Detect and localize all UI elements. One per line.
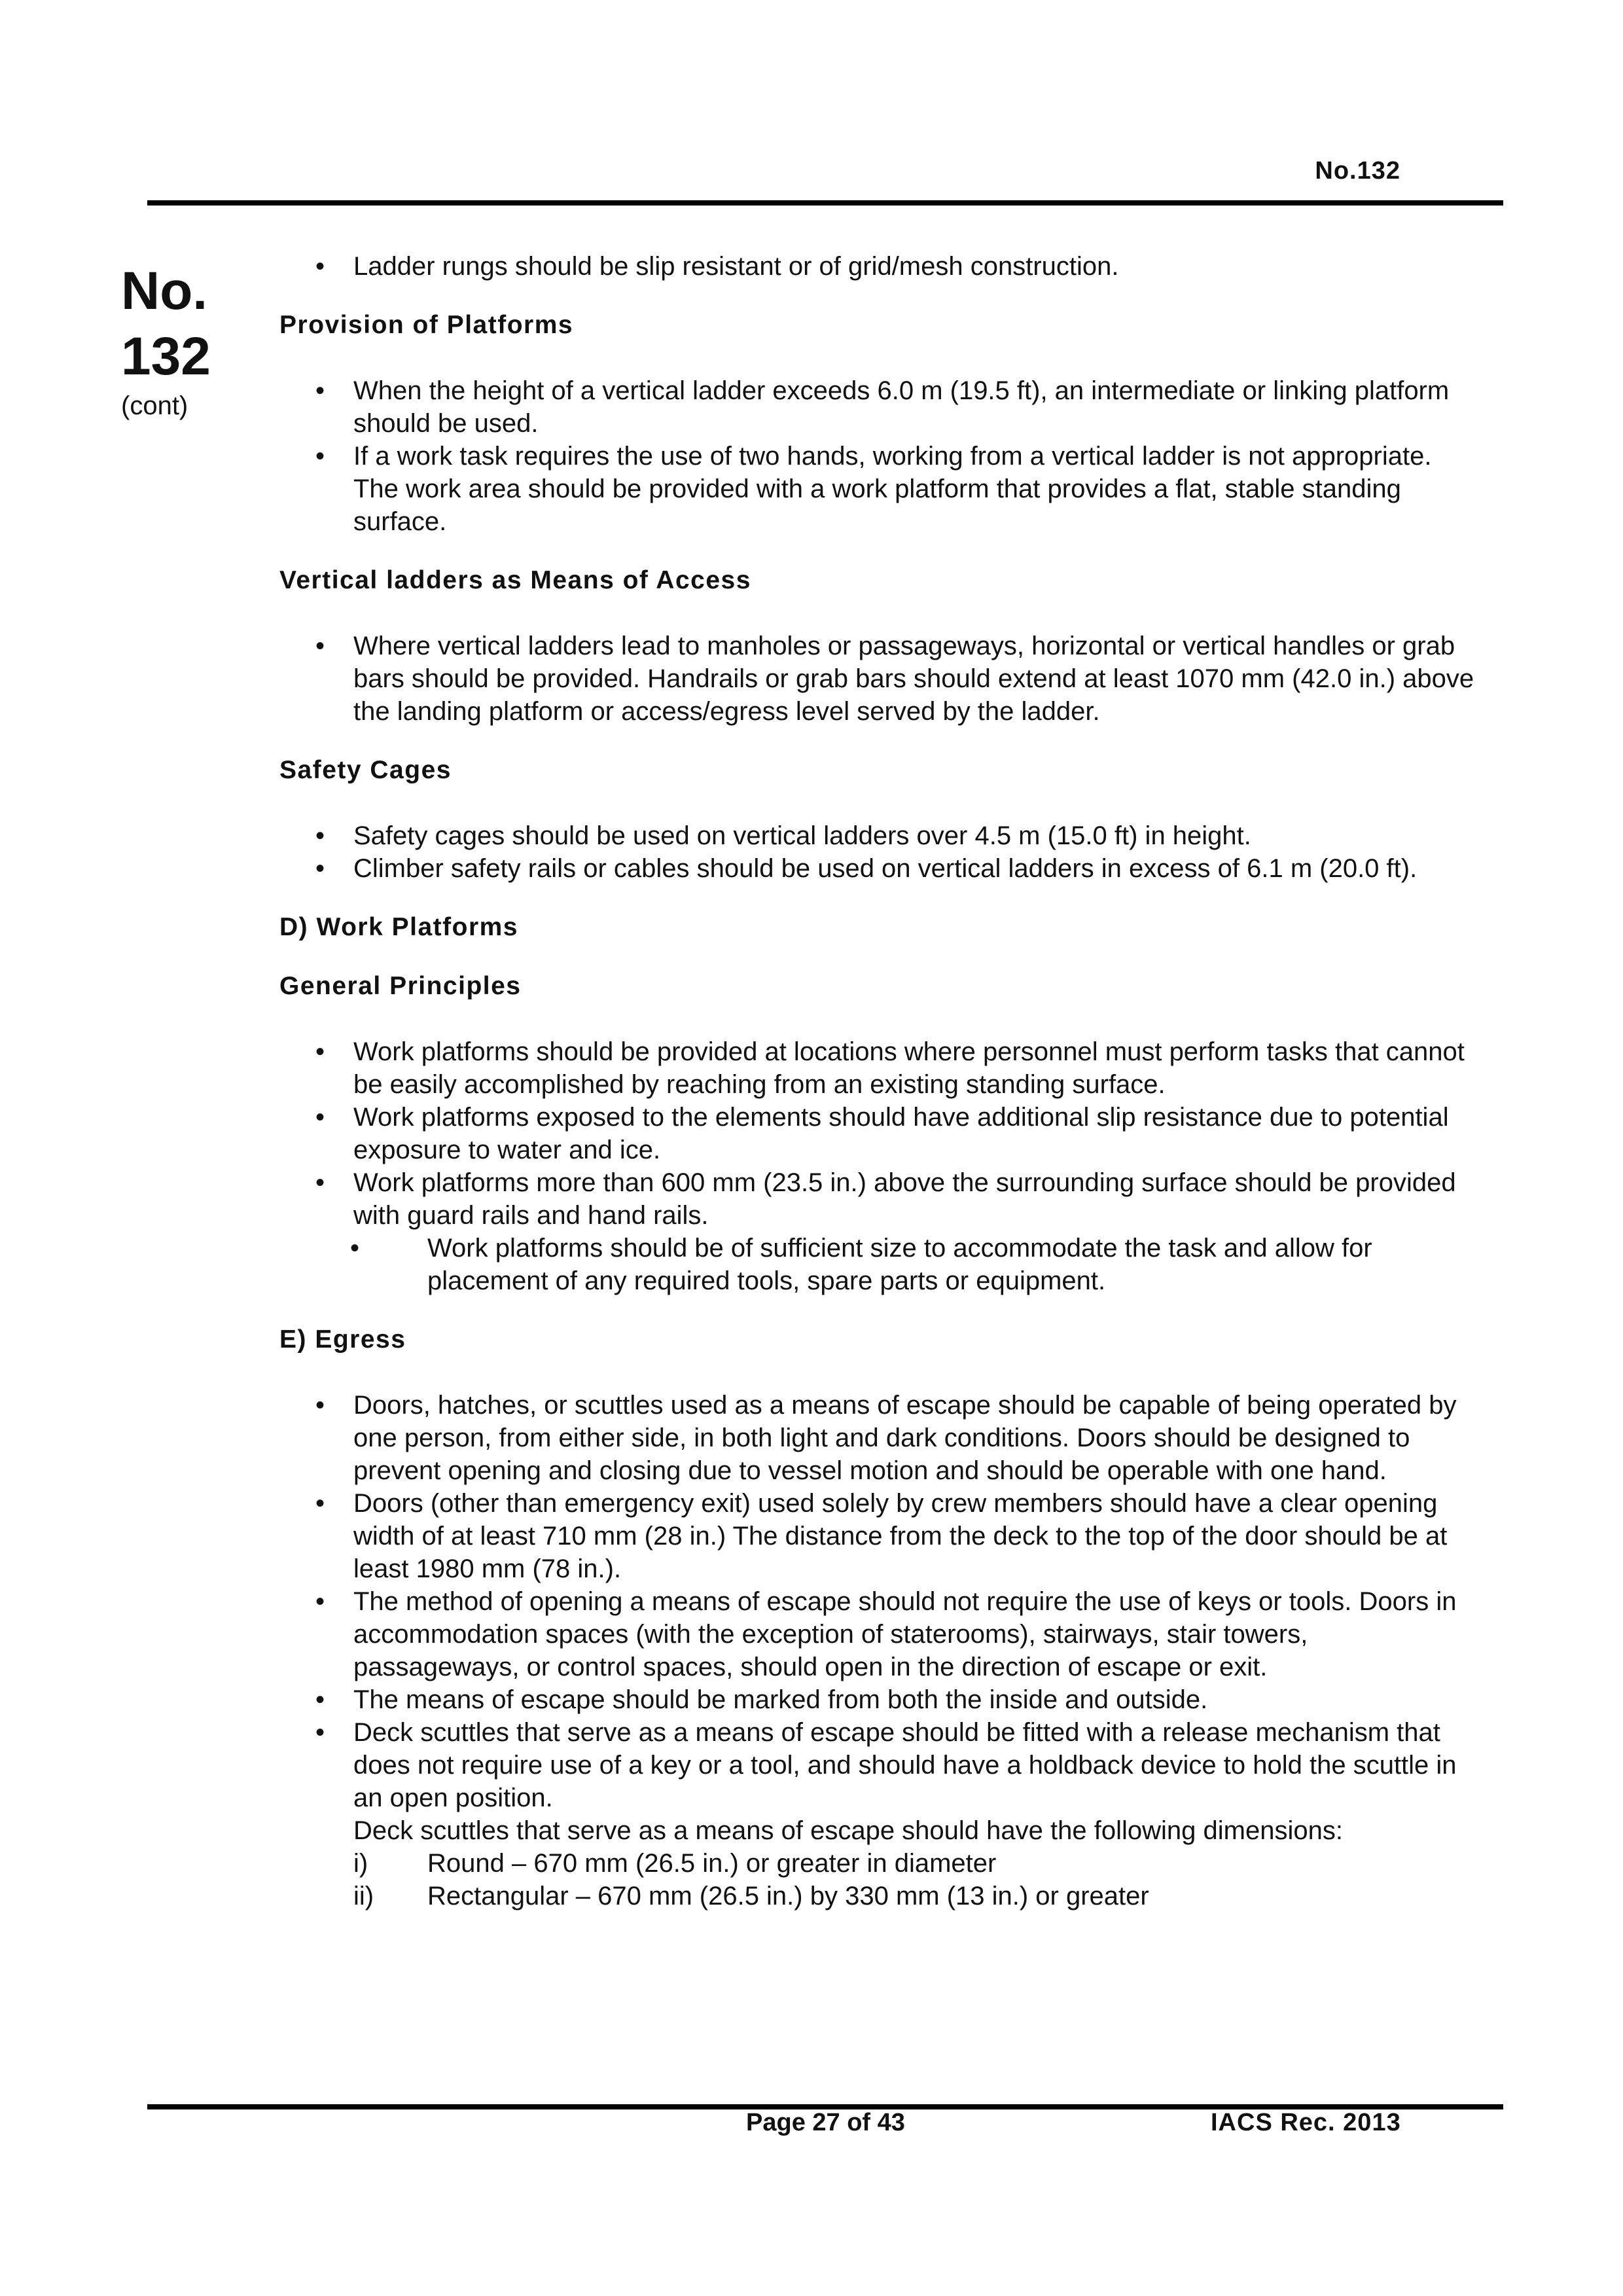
list-item: • The means of escape should be marked from both the inside and outside. <box>279 1683 1477 1716</box>
footer-org: IACS Rec. 2013 <box>1211 2109 1401 2136</box>
list-item: • Deck scuttles that serve as a means of escape should be fitted with a release mechanism that does not require use of a key or a tool, and should have a holdback device to hold the scuttle in an open position. <box>279 1716 1477 1814</box>
section-heading-egress: E) Egress <box>279 1325 406 1354</box>
roman-numeral: ii) <box>353 1882 374 1910</box>
side-label-cont: (cont) <box>121 391 188 420</box>
bullet-icon: • <box>315 1489 325 1518</box>
bullet-icon: • <box>315 1685 325 1714</box>
provision-list <box>279 374 1477 538</box>
list-item: • Work platforms should be provided at locations where personnel must perform tasks that cannot be easily accomplished by reaching from an existing standing surface. <box>279 1035 1477 1101</box>
footer-page-number: Page 27 of 43 <box>746 2109 905 2136</box>
list-item: • Safety cages should be used on vertical ladders over 4.5 m (15.0 ft) in height. <box>279 819 1477 852</box>
list-item: • When the height of a vertical ladder exceeds 6.0 m (19.5 ft), an intermediate or linking platform should be used. <box>279 374 1477 440</box>
list-item: • Work platforms more than 600 mm (23.5 in.) above the surrounding surface should be provided with guard rails and hand rails. <box>279 1166 1477 1232</box>
roman-numeral: i) <box>353 1849 368 1878</box>
header-rule <box>147 200 1503 206</box>
bullet-icon: • <box>315 252 325 281</box>
general-list <box>279 1035 1477 1297</box>
list-item: • Where vertical ladders lead to manholes or passageways, horizontal or vertical handles or grab bars should be provided. Handrails or grab bars should extend at least 1070 mm (42.0 in.) above the landing platform or access/egress level served by the ladder. <box>279 630 1477 728</box>
document-body <box>279 250 1477 1912</box>
bullet-icon: • <box>315 1587 325 1616</box>
bullet-icon: • <box>315 632 325 660</box>
cages-list <box>279 819 1477 885</box>
section-heading-work-platforms: D) Work Platforms <box>279 913 518 941</box>
bullet-icon: • <box>315 854 325 883</box>
list-item: • Doors, hatches, or scuttles used as a means of escape should be capable of being operated by one person, from either side, in both light and dark conditions. Doors should be designed to prevent opening and closing due to vessel motion and should be operable with one hand. <box>279 1389 1477 1487</box>
bullet-icon: • <box>315 1103 325 1132</box>
side-label-no: No. <box>121 261 208 321</box>
section-heading-vertical: Vertical ladders as Means of Access <box>279 566 751 594</box>
list-item: • Climber safety rails or cables should be used on vertical ladders in excess of 6.1 m (20.0 ft). <box>279 852 1477 885</box>
intro-list <box>279 250 1477 283</box>
header-doc-number: No.132 <box>1315 157 1400 185</box>
list-item: • If a work task requires the use of two hands, working from a vertical ladder is not appropriate. The work area should be provided with a work platform that provides a flat, stable standing surface. <box>279 440 1477 538</box>
egress-continuation: Deck scuttles that serve as a means of escape should have the following dimensions: <box>353 1816 1343 1845</box>
bullet-icon: • <box>315 1168 325 1197</box>
roman-list-item: ii) Rectangular – 670 mm (26.5 in.) by 330 mm (13 in.) or greater <box>279 1880 1477 1912</box>
list-item: • Doors (other than emergency exit) used solely by crew members should have a clear opening width of at least 710 mm (28 in.) The distance from the deck to the top of the door should be at least 1980 mm (78 in.). <box>279 1487 1477 1585</box>
bullet-icon: • <box>315 1391 325 1420</box>
section-heading-provision: Provision of Platforms <box>279 311 574 339</box>
sub-list-item: • Work platforms should be of sufficient size to accommodate the task and allow for placement of any required tools, spare parts or equipment. <box>279 1232 1477 1297</box>
list-item: • Ladder rungs should be slip resistant or of grid/mesh construction. <box>279 250 1477 283</box>
bullet-icon: • <box>315 1718 325 1747</box>
section-heading-cages: Safety Cages <box>279 756 452 784</box>
bullet-icon: • <box>315 1037 325 1066</box>
side-label-number: 132 <box>121 327 211 386</box>
list-item: • Work platforms exposed to the elements should have additional slip resistance due to potential exposure to water and ice. <box>279 1101 1477 1166</box>
bullet-icon: • <box>315 376 325 405</box>
side-label <box>121 259 226 422</box>
dimensions-list <box>279 1847 1477 1912</box>
vertical-list <box>279 630 1477 728</box>
section-heading-general: General Principles <box>279 972 522 1000</box>
bullet-icon: • <box>315 821 325 850</box>
roman-list-item: i) Round – 670 mm (26.5 in.) or greater in diameter <box>279 1847 1477 1880</box>
bullet-icon: • <box>350 1234 360 1263</box>
bullet-icon: • <box>315 442 325 471</box>
list-item: • The method of opening a means of escape should not require the use of keys or tools. Doors in accommodation spaces (with the exception of staterooms), stairways, stair towers, passageways, or control spaces, should open in the direction of escape or exit. <box>279 1585 1477 1683</box>
egress-list <box>279 1389 1477 1814</box>
